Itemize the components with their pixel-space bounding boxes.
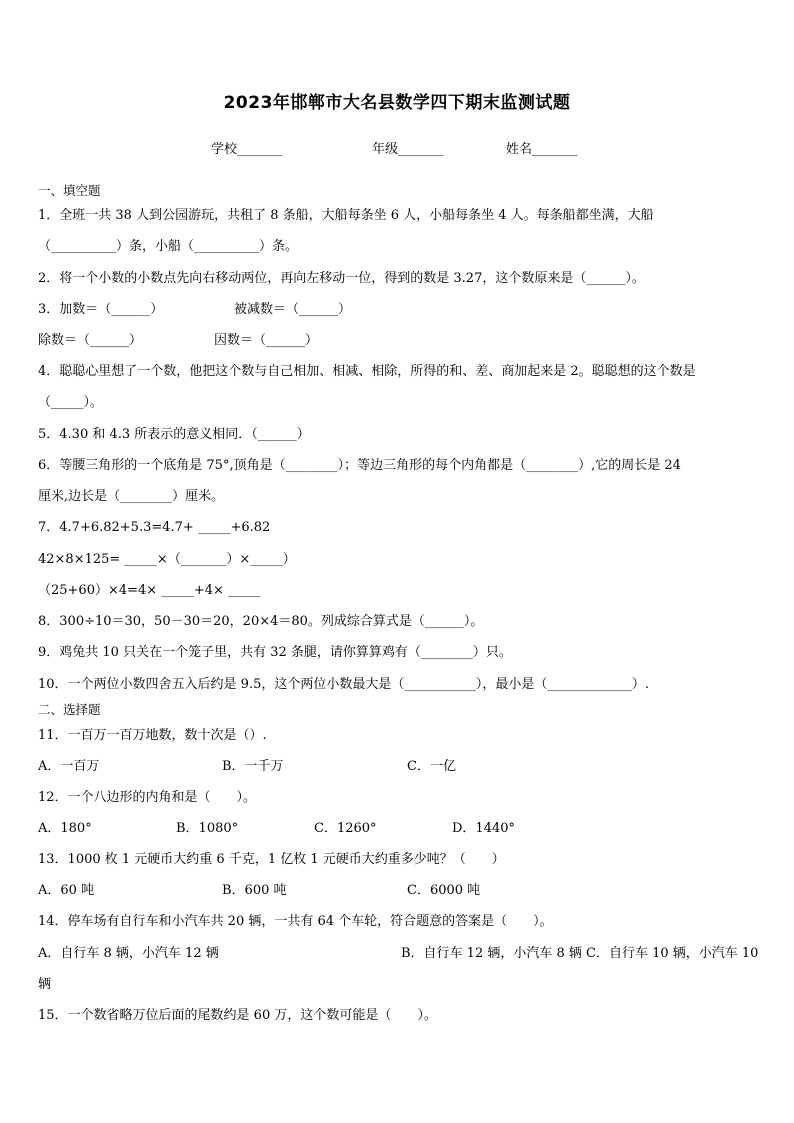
question-7-line-2: 42×8×125= _____×（_______）×_____） [38, 552, 296, 567]
section-fill-blank: 一、填空题 [38, 183, 101, 198]
question-13-option-b[interactable]: B．600 吨 [222, 883, 287, 898]
question-11-option-b[interactable]: B．一千万 [222, 759, 284, 774]
question-14: 14．停车场有自行车和小汽车共 20 辆，一共有 64 个车轮，符合题意的答案是（ ）。 [38, 914, 553, 929]
question-13: 13．1000 枚 1 元硬币大约重 6 千克，1 亿枚 1 元硬币大约重多少吨？（ ） [38, 852, 505, 867]
question-12-option-b[interactable]: B．1080° [176, 821, 239, 836]
question-1-line-2: （__________）条，小船（__________）条。 [38, 239, 299, 254]
grade-field[interactable]: 年级_______ [372, 142, 444, 157]
question-12: 12．一个八边形的内角和是（ ）。 [38, 790, 257, 805]
question-14-option-bc[interactable]: B．自行车 12 辆，小汽车 8 辆 C．自行车 10 辆，小汽车 10 [401, 946, 759, 961]
question-12-option-c[interactable]: C．1260° [314, 821, 377, 836]
question-3-minuend: 被减数＝（______） [234, 302, 352, 317]
question-13-option-c[interactable]: C．6000 吨 [407, 883, 481, 898]
question-8: 8．300÷10＝30，50－30＝20，20×4＝80。列成综合算式是（______）。 [38, 614, 484, 629]
question-14-option-c-tail: 辆 [38, 977, 52, 992]
question-6-line-2: 厘米,边长是（________）厘米。 [38, 489, 225, 504]
question-13-option-a[interactable]: A．60 吨 [38, 883, 95, 898]
question-4-line-2: （_____）。 [38, 395, 104, 410]
question-4-line-1: 4．聪聪心里想了一个数，他把这个数与自己相加、相减、相除，所得的和、差、商加起来是 2。聪聪想的这个数是 [38, 364, 696, 379]
question-2: 2．将一个小数的小数点先向右移动两位，再向左移动一位，得到的数是 3.27，这个数原来是（______）。 [38, 271, 645, 286]
question-3-factor: 因数＝（______） [214, 333, 319, 348]
question-11-option-c[interactable]: C．一亿 [407, 759, 456, 774]
question-9: 9．鸡兔共 10 只关在一个笼子里，共有 32 条腿，请你算算鸡有（________）只。 [38, 645, 512, 660]
question-6-line-1: 6．等腰三角形的一个底角是 75°,顶角是（________）；等边三角形的每个内角都是（________）,它的周长是 24 [38, 458, 681, 473]
question-11-option-a[interactable]: A．一百万 [38, 759, 100, 774]
question-5: 5．4.30 和 4.3 所表示的意义相同．（______） [38, 427, 310, 442]
question-14-option-a[interactable]: A．自行车 8 辆，小汽车 12 辆 [38, 946, 219, 961]
question-3-divisor: 除数＝（______） [38, 333, 143, 348]
question-1-line-1: 1．全班一共 38 人到公园游玩，共租了 8 条船，大船每条坐 6 人，小船每条坐 4 人。每条船都坐满，大船 [38, 208, 654, 223]
section-multiple-choice: 二、选择题 [38, 702, 101, 717]
question-7-line-3: （25+60）×4=4× _____+4× _____ [38, 583, 261, 598]
question-7-line-1: 7．4.7+6.82+5.3=4.7+ _____+6.82 [38, 520, 271, 535]
question-11: 11．一百万一百万地数，数十次是（）. [38, 728, 267, 743]
question-10: 10．一个两位小数四舍五入后约是 9.5，这个两位小数最大是（___________），最小是（_____________）. [38, 677, 649, 692]
name-field[interactable]: 姓名_______ [506, 142, 578, 157]
question-12-option-a[interactable]: A．180° [38, 821, 92, 836]
school-field[interactable]: 学校_______ [211, 142, 283, 157]
question-3-addend: 3．加数＝（______） [38, 302, 164, 317]
question-15: 15．一个数省略万位后面的尾数约是 60 万，这个数可能是（ ）。 [38, 1008, 437, 1023]
page-title: 2023年邯郸市大名县数学四下期末监测试题 [223, 93, 571, 113]
question-12-option-d[interactable]: D．1440° [452, 821, 516, 836]
